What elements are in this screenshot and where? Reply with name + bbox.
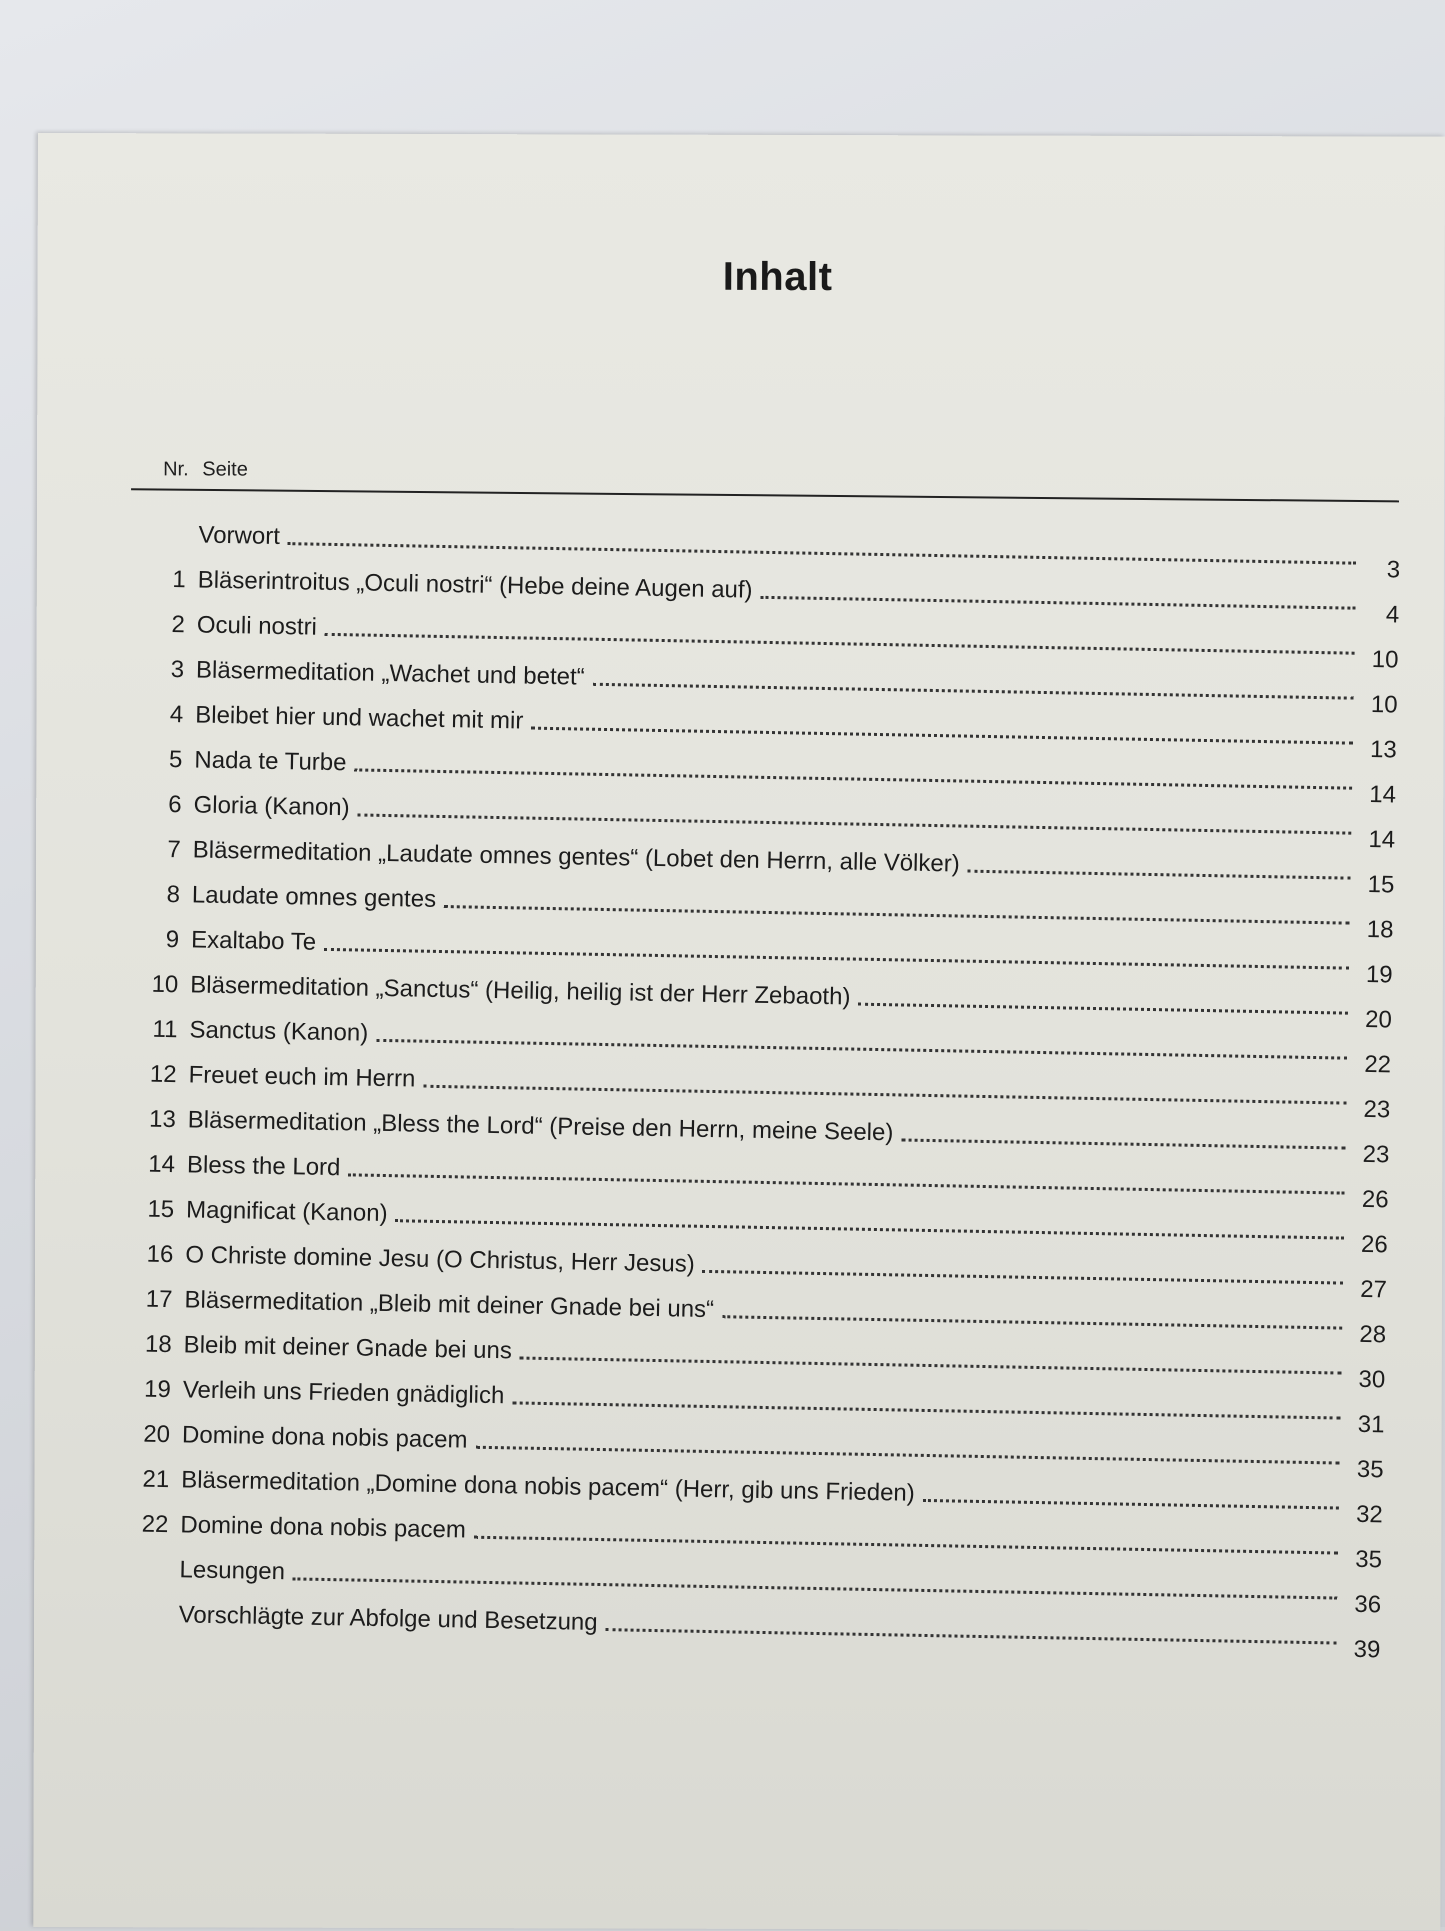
column-header-page: Seite <box>202 458 248 481</box>
toc-entry-page: 14 <box>1369 780 1397 809</box>
toc-entry-title: Magnificat (Kanon) <box>185 1196 388 1228</box>
document-page <box>33 133 1445 1931</box>
toc-entry-title: Bleib mit deiner Gnade bei uns <box>183 1331 513 1365</box>
toc-entry-page: 19 <box>1365 960 1393 989</box>
toc-entry-page: 15 <box>1367 870 1395 899</box>
dot-leader <box>722 1315 1342 1329</box>
toc-entry-number <box>110 1628 166 1634</box>
toc-entry-title: Laudate omnes gentes <box>191 881 437 913</box>
toc-entry-title: Bläsermeditation „Laudate omnes gentes“ (Lobet den Herrn, alle Völker) <box>192 836 960 878</box>
toc-entry-page: 28 <box>1359 1320 1387 1349</box>
toc-entry-number: 18 <box>144 1330 172 1359</box>
toc-entry-title: Lesungen <box>179 1556 286 1586</box>
toc-entry-number: 4 <box>169 700 184 729</box>
toc-entry-title: Verleih uns Frieden gnädiglich <box>182 1376 505 1410</box>
toc-entry-title: Bläsermeditation „Sanctus“ (Heilig, heilig ist der Herr Zebaoth) <box>190 971 851 1011</box>
toc-entry-title: Bläsermeditation „Wachet und betet“ <box>195 656 585 691</box>
toc-entry-title: Domine dona nobis pacem <box>180 1511 467 1544</box>
toc-entry-number: 11 <box>152 1015 178 1044</box>
toc-entry-title: Bleibet hier und wachet mit mir <box>194 701 524 735</box>
dot-leader <box>592 683 1353 700</box>
toc-entry-number: 9 <box>165 925 180 954</box>
toc-entry-title: Bläsermeditation „Bless the Lord“ (Preise den Herrn, meine Seele) <box>187 1106 894 1147</box>
toc-entry-page: 35 <box>1356 1455 1384 1484</box>
toc-entry-number: 14 <box>148 1150 176 1179</box>
toc-entry-number: 13 <box>148 1105 177 1134</box>
dot-leader <box>923 1499 1339 1510</box>
column-headers <box>163 458 248 481</box>
toc-entry-page: 18 <box>1366 915 1394 944</box>
toc-entry-number: 8 <box>166 880 181 909</box>
toc-entry-title: Bläsermeditation „Bleib mit deiner Gnade bei uns“ <box>184 1286 715 1324</box>
toc-entry-number: 16 <box>146 1240 174 1269</box>
toc-entry-title: Vorschlägte zur Abfolge und Besetzung <box>178 1601 598 1636</box>
dot-leader <box>605 1628 1336 1644</box>
toc-entry-number: 10 <box>151 970 179 999</box>
toc-entry-page: 27 <box>1359 1275 1388 1304</box>
toc-entry-title: Domine dona nobis pacem <box>181 1421 468 1454</box>
toc-entry-page: 36 <box>1354 1590 1382 1619</box>
toc-entry-page: 10 <box>1370 691 1398 719</box>
toc-entry-title: Bläsermeditation „Domine dona nobis pacem“ (Herr, gib uns Frieden) <box>180 1466 916 1507</box>
toc-entry-page: 39 <box>1353 1635 1381 1664</box>
toc-entry-title: O Christe domine Jesu (O Christus, Herr Jesus) <box>185 1241 695 1278</box>
toc-entry-number: 17 <box>145 1285 173 1314</box>
toc-entry-title: Bless the Lord <box>186 1151 341 1182</box>
toc-entry-number: 5 <box>168 745 183 774</box>
toc-entry-number: 7 <box>167 835 182 864</box>
toc-entry-page: 26 <box>1361 1185 1389 1214</box>
toc-entry-page: 14 <box>1368 825 1396 854</box>
toc-entry-page: 30 <box>1358 1365 1386 1394</box>
page-title: Inhalt <box>722 254 833 300</box>
toc-entry-page: 20 <box>1364 1005 1393 1034</box>
dot-leader <box>703 1270 1343 1285</box>
header-divider <box>131 488 1399 502</box>
toc-entry-title: Bläserintroitus „Oculi nostri“ (Hebe deine Augen auf) <box>197 566 753 604</box>
table-of-contents <box>110 508 1401 1664</box>
toc-entry-number: 15 <box>147 1195 175 1224</box>
toc-entry-number: 20 <box>143 1420 171 1449</box>
toc-entry-title: Nada te Turbe <box>194 746 347 777</box>
toc-entry-page: 4 <box>1385 601 1400 629</box>
toc-entry-number: 19 <box>143 1375 172 1404</box>
toc-entry-title: Gloria (Kanon) <box>193 791 350 822</box>
toc-entry-page: 32 <box>1355 1500 1384 1529</box>
toc-entry-number: 2 <box>171 611 186 639</box>
toc-entry-title: Exaltabo Te <box>190 926 317 956</box>
column-header-number: Nr. <box>163 458 189 481</box>
toc-entry-number: 6 <box>167 790 182 819</box>
toc-entry-page: 23 <box>1363 1095 1391 1124</box>
toc-entry-page: 13 <box>1369 735 1398 764</box>
dot-leader <box>858 1003 1348 1015</box>
toc-entry-page: 22 <box>1364 1050 1392 1079</box>
toc-entry-page: 3 <box>1386 556 1401 584</box>
toc-entry-title: Oculi nostri <box>196 611 318 641</box>
toc-entry-title: Sanctus (Kanon) <box>189 1016 369 1047</box>
toc-entry-page: 23 <box>1362 1140 1390 1169</box>
toc-entry-number: 21 <box>142 1465 170 1494</box>
toc-entry-title: Freuet euch im Herrn <box>188 1061 416 1093</box>
dot-leader <box>760 596 1355 610</box>
toc-entry-page: 26 <box>1360 1230 1388 1259</box>
toc-entry-page: 10 <box>1371 646 1399 674</box>
toc-entry-number: 22 <box>141 1510 169 1539</box>
dot-leader <box>901 1138 1345 1149</box>
toc-entry-number: 12 <box>149 1060 177 1089</box>
dot-leader <box>968 870 1351 880</box>
toc-entry-number: 1 <box>172 566 186 594</box>
toc-entry-title: Vorwort <box>198 521 281 550</box>
toc-entry-page: 35 <box>1355 1545 1383 1574</box>
toc-entry-page: 31 <box>1357 1410 1385 1439</box>
toc-entry-number: 3 <box>170 656 185 684</box>
